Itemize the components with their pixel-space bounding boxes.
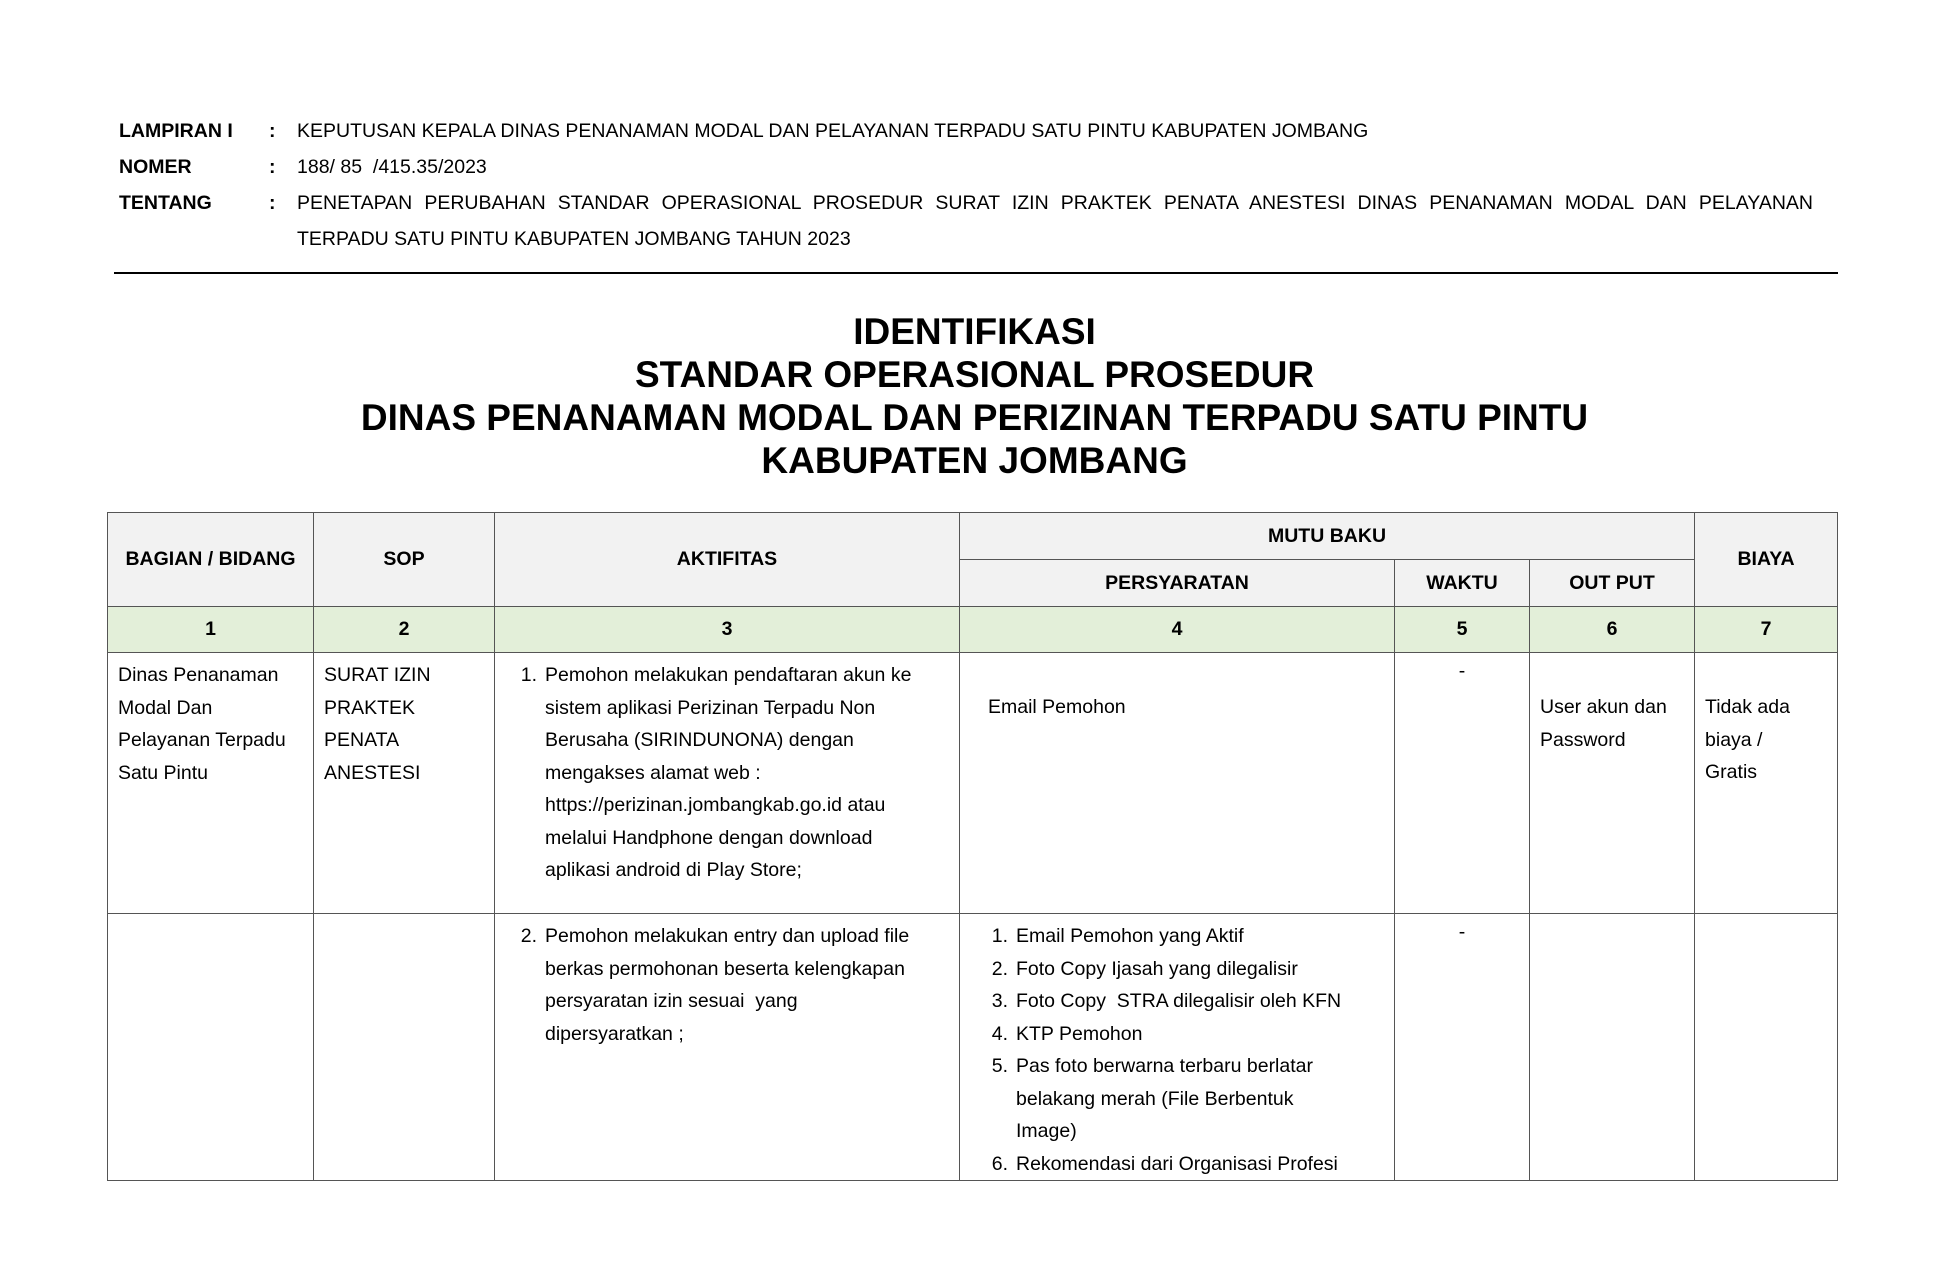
bagian-line: Dinas Penanaman [118, 664, 279, 686]
requirement-number: 6. [991, 1152, 1008, 1175]
requirement-item [976, 985, 1386, 1018]
header-bagian: BAGIAN / BIDANG [108, 513, 314, 607]
activity-line: sistem aplikasi Perizinan Terpadu Non [545, 696, 876, 719]
column-number: 3 [495, 607, 960, 653]
output-line: User akun dan [1540, 696, 1667, 718]
biaya-line: biaya / [1705, 728, 1763, 751]
nomer-value: 188/ 85 /415.35/2023 [297, 156, 487, 178]
column-number: 1 [108, 607, 314, 653]
activity-step [505, 659, 951, 887]
requirement-text: Rekomendasi dari Organisasi Profesi [1016, 1152, 1338, 1175]
header-persyaratan: PERSYARATAN [960, 560, 1395, 607]
sop-line: PRAKTEK [324, 696, 416, 719]
requirement-number: 2. [991, 957, 1008, 980]
bagian-line: Satu Pintu [118, 761, 208, 784]
header-waktu: WAKTU [1395, 560, 1530, 607]
column-number: 7 [1695, 607, 1838, 653]
column-number: 6 [1530, 607, 1695, 653]
activity-line: https://perizinan.jombangkab.go.id atau [545, 794, 886, 816]
activity-line: aplikasi android di Play Store; [545, 859, 802, 881]
nomer-colon: : [269, 156, 276, 178]
header-sop: SOP [314, 513, 495, 607]
table-row [108, 914, 1838, 1181]
title-line-1: IDENTIFIKASI [853, 311, 1096, 352]
requirement-text: Foto Copy STRA dilegalisir oleh KFN [1016, 990, 1342, 1012]
waktu-value: - [1458, 921, 1466, 943]
requirement-number: 4. [991, 1022, 1008, 1045]
header-aktifitas: AKTIFITAS [495, 513, 960, 607]
column-number: 5 [1395, 607, 1530, 653]
column-number: 4 [960, 607, 1395, 653]
column-number-row [108, 607, 1838, 653]
column-number: 2 [314, 607, 495, 653]
sop-line: PENATA [324, 729, 400, 751]
title-line-2: STANDAR OPERASIONAL PROSEDUR [634, 354, 1315, 395]
step-number: 2. [520, 925, 537, 947]
tentang-label: TENTANG [119, 192, 212, 214]
output-line: Password [1540, 728, 1626, 751]
requirement-item [976, 1050, 1386, 1148]
activity-step [505, 920, 951, 1050]
activity-line: Berusaha (SIRINDUNONA) dengan [545, 729, 854, 751]
row1-persyaratan [960, 653, 1395, 914]
requirement-item [976, 1148, 1386, 1181]
table-row [108, 653, 1838, 914]
header-mutu-baku: MUTU BAKU [960, 513, 1695, 560]
requirement-number: 5. [991, 1055, 1008, 1077]
row1-waktu [1395, 653, 1530, 914]
sop-table [107, 512, 1838, 1181]
header-biaya: BIAYA [1695, 513, 1838, 607]
lampiran-colon: : [269, 120, 276, 142]
row1-output [1530, 653, 1695, 914]
header-nomer [119, 149, 1819, 185]
requirement-text: Email Pemohon yang Aktif [1016, 925, 1244, 947]
row2-output [1530, 914, 1695, 1181]
waktu-value: - [1458, 660, 1466, 682]
row2-biaya [1695, 914, 1838, 1181]
row1-bagian [108, 653, 314, 914]
bagian-line: Modal Dan [118, 696, 213, 719]
lampiran-label: LAMPIRAN I [119, 120, 233, 142]
title-line-4: KABUPATEN JOMBANG [761, 440, 1188, 481]
row1-aktifitas [495, 653, 960, 914]
row2-waktu [1395, 914, 1530, 1181]
requirement-text: Email Pemohon [988, 696, 1126, 718]
requirement-text: Pas foto berwarna terbaru berlatar [1016, 1055, 1313, 1077]
row1-sop [314, 653, 495, 914]
sop-line: ANESTESI [324, 761, 421, 784]
tentang-colon: : [269, 192, 276, 214]
tentang-value: PENETAPAN PERUBAHAN STANDAR OPERASIONAL PROSEDUR SURAT IZIN PRAKTEK PENATA ANESTESI DINAS PENANAMAN MODAL DAN PELAYANAN TERPADU SATU PINTU KABUPATEN JOMBANG TAHUN 2023 [297, 192, 1813, 250]
row2-sop [314, 914, 495, 1181]
activity-line: Pemohon melakukan pendaftaran akun ke [545, 664, 912, 686]
row2-bagian [108, 914, 314, 1181]
nomer-label: NOMER [119, 156, 192, 178]
requirement-text: belakang merah (File Berbentuk [1016, 1087, 1294, 1110]
requirement-text: KTP Pemohon [1016, 1022, 1143, 1045]
requirement-number: 3. [991, 990, 1008, 1012]
requirement-text: Foto Copy Ijasah yang dilegalisir [1016, 957, 1298, 980]
bagian-line: Pelayanan Terpadu [118, 729, 286, 751]
row2-persyaratan [960, 914, 1395, 1181]
requirement-item [976, 1018, 1386, 1051]
requirement-item [976, 920, 1386, 953]
requirement-text: Image) [1016, 1120, 1077, 1142]
activity-line: mengakses alamat web : [545, 761, 761, 784]
activity-line: Pemohon melakukan entry dan upload file [545, 925, 910, 947]
header-divider [114, 272, 1838, 274]
header-lampiran [119, 113, 1819, 149]
row2-aktifitas [495, 914, 960, 1181]
activity-line: berkas permohonan beserta kelengkapan [545, 957, 905, 980]
activity-line: melalui Handphone dengan download [545, 826, 873, 849]
lampiran-value: KEPUTUSAN KEPALA DINAS PENANAMAN MODAL DAN PELAYANAN TERPADU SATU PINTU KABUPATEN JOMBANG [297, 120, 1369, 142]
row1-biaya [1695, 653, 1838, 914]
requirement-item [976, 953, 1386, 986]
sop-line: SURAT IZIN [324, 664, 431, 686]
header-tentang [119, 185, 1819, 257]
activity-line: dipersyaratkan ; [545, 1022, 684, 1045]
requirement-number: 1. [991, 925, 1008, 947]
step-number: 1. [520, 664, 537, 686]
activity-line: persyaratan izin sesuai yang [545, 990, 798, 1012]
biaya-line: Tidak ada [1705, 696, 1790, 718]
header-output: OUT PUT [1530, 560, 1695, 607]
title-line-3: DINAS PENANAMAN MODAL DAN PERIZINAN TERPADU SATU PINTU [360, 397, 1589, 438]
document-title [0, 310, 1949, 482]
biaya-line: Gratis [1705, 761, 1758, 783]
